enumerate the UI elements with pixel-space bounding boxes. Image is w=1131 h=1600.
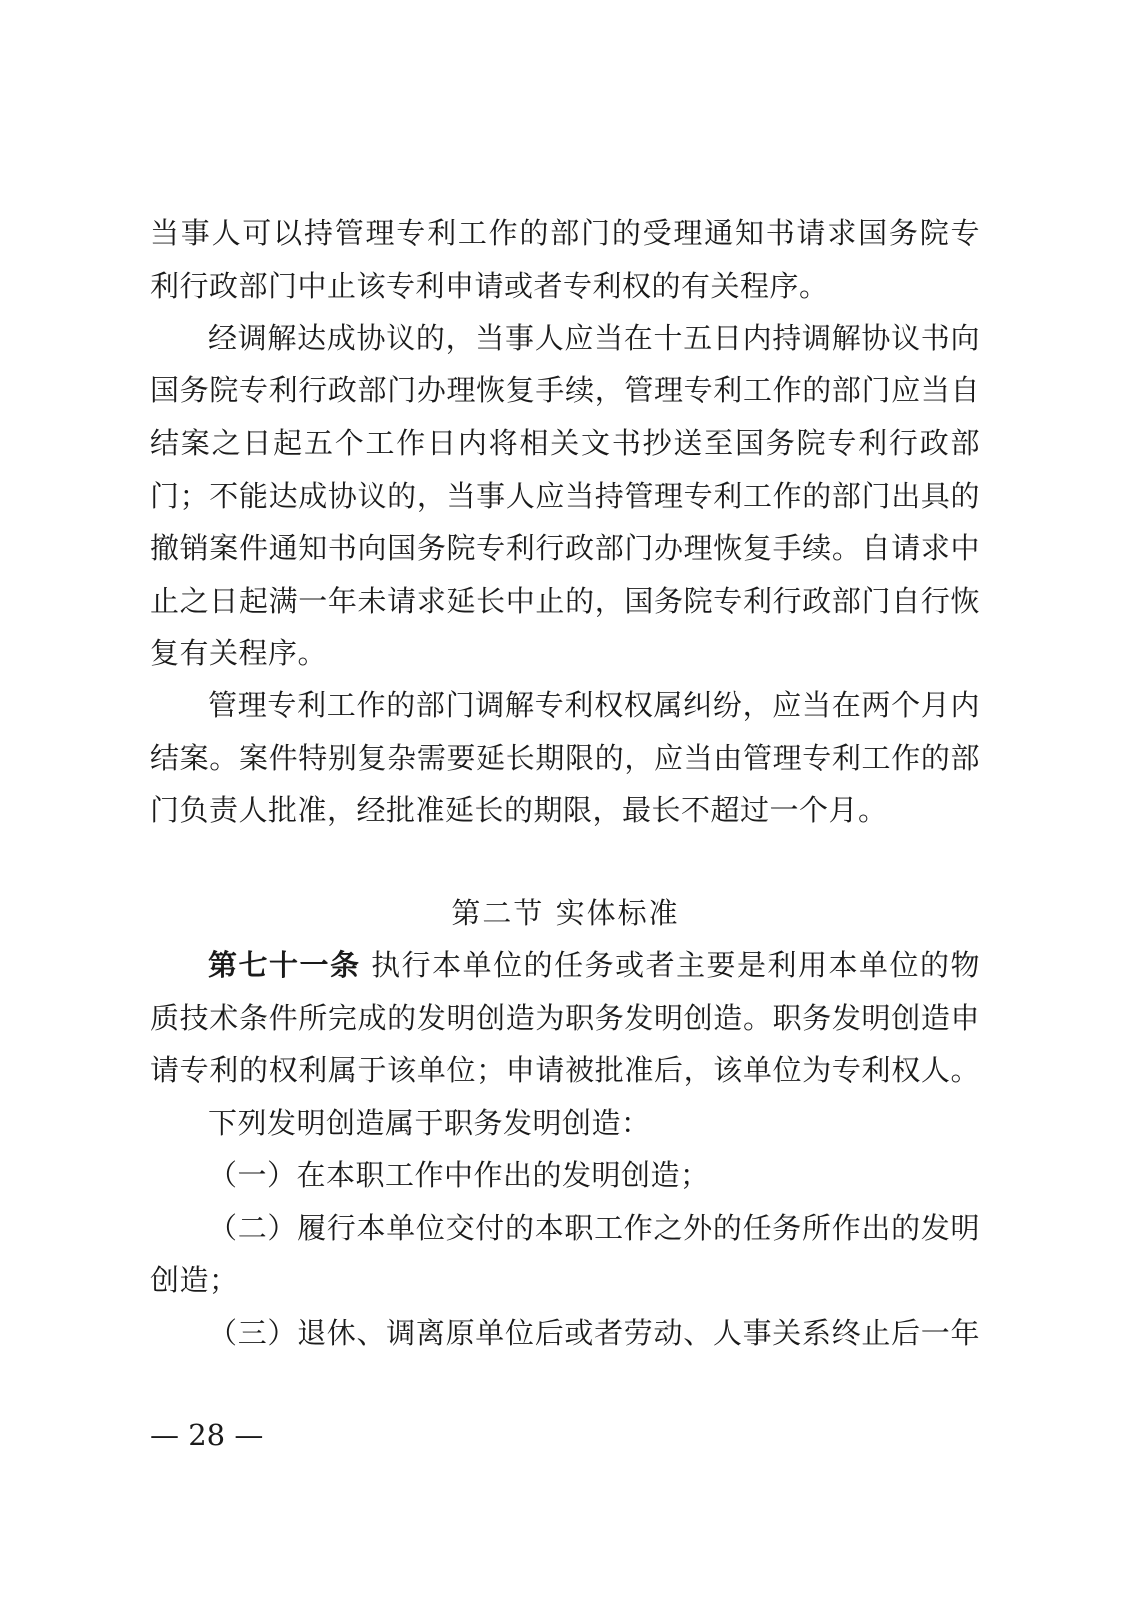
page-number: — 28 — <box>150 1418 264 1452</box>
paragraph-2-line-1: 经调解达成协议的，当事人应当在十五日内持调解协议书向 <box>208 321 980 355</box>
paragraph-2-line-3: 结案之日起五个工作日内将相关文书抄送至国务院专利行政部 <box>150 426 980 460</box>
article-71-line-3: 请专利的权利属于该单位；申请被批准后，该单位为专利权人。 <box>150 1053 980 1087</box>
list-item-1: （一）在本职工作中作出的发明创造； <box>208 1158 710 1192</box>
list-item-2-line-2: 创造； <box>150 1263 239 1297</box>
article-71-text: 执行本单位的任务或者主要是利用本单位的物 <box>371 948 980 982</box>
list-intro: 下列发明创造属于职务发明创造： <box>208 1106 651 1140</box>
paragraph-3-line-1: 管理专利工作的部门调解专利权权属纠纷，应当在两个月内 <box>208 688 980 722</box>
paragraph-2-line-5: 撤销案件通知书向国务院专利行政部门办理恢复手续。自请求中 <box>150 531 980 565</box>
paragraph-2-line-2: 国务院专利行政部门办理恢复手续，管理专利工作的部门应当自 <box>150 373 980 407</box>
section-heading: 第二节 实体标准 <box>451 896 680 930</box>
paragraph-2-line-6: 止之日起满一年未请求延长中止的，国务院专利行政部门自行恢 <box>150 584 980 618</box>
paragraph-2-line-4: 门；不能达成协议的，当事人应当持管理专利工作的部门出具的 <box>150 479 980 513</box>
list-item-3-line-1: （三）退休、调离原单位后或者劳动、人事关系终止后一年 <box>208 1316 980 1350</box>
article-71-line-1 <box>208 945 980 985</box>
paragraph-2-line-7: 复有关程序。 <box>150 636 328 670</box>
list-item-2-line-1: （二）履行本单位交付的本职工作之外的任务所作出的发明 <box>208 1211 980 1245</box>
article-71-line-2: 质技术条件所完成的发明创造为职务发明创造。职务发明创造申 <box>150 1001 980 1035</box>
paragraph-1-line-1: 当事人可以持管理专利工作的部门的受理通知书请求国务院专 <box>150 216 980 250</box>
paragraph-3-line-2: 结案。案件特别复杂需要延长期限的，应当由管理专利工作的部 <box>150 741 980 775</box>
article-71-title: 第七十一条 <box>208 948 361 982</box>
paragraph-1-line-2: 利行政部门中止该专利申请或者专利权的有关程序。 <box>150 269 829 303</box>
paragraph-3-line-3: 门负责人批准，经批准延长的期限，最长不超过一个月。 <box>150 793 888 827</box>
